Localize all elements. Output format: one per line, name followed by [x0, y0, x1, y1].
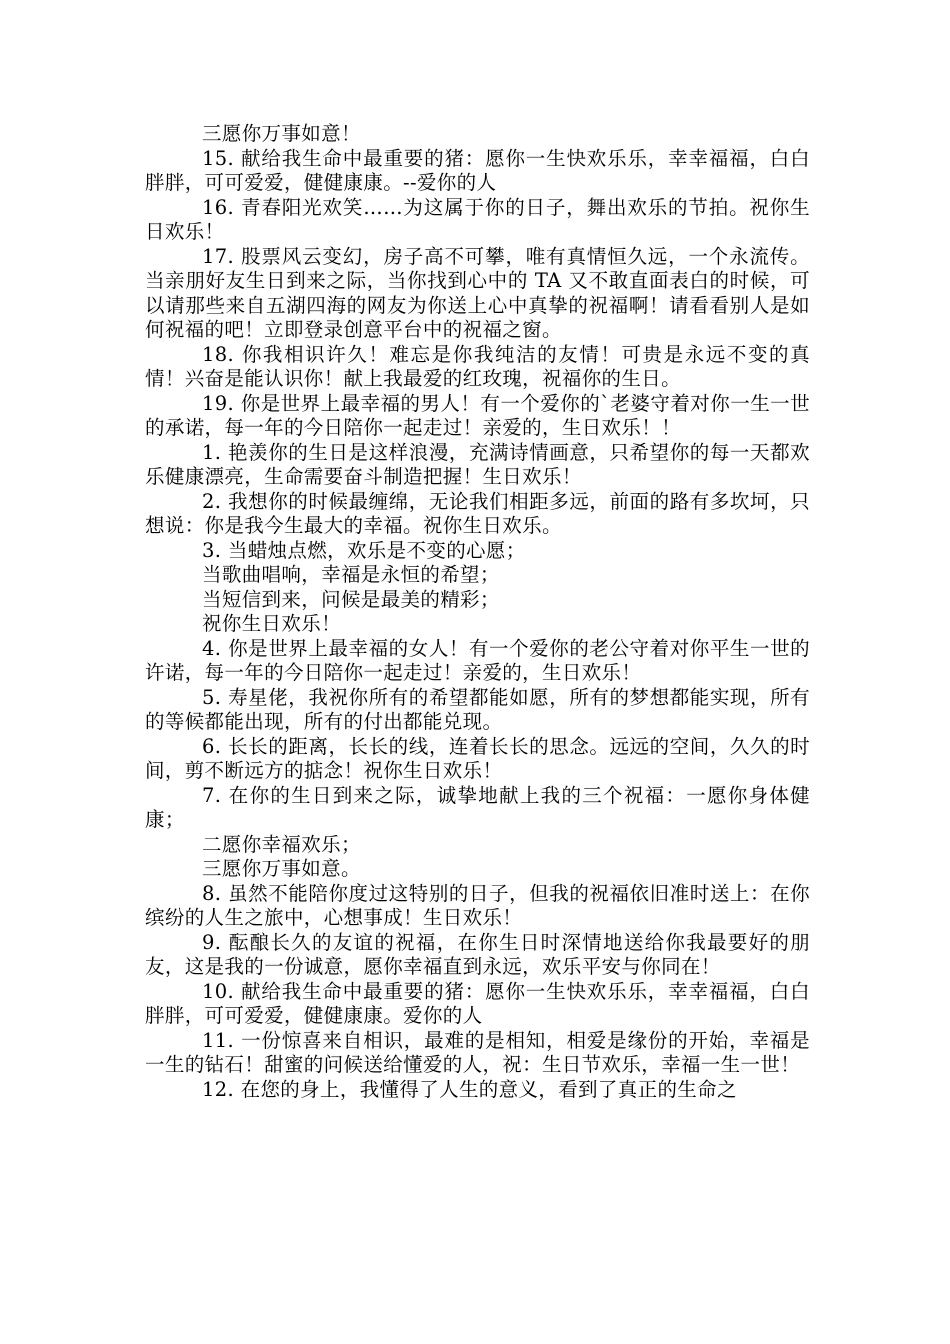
paragraph: 1. 艳羡你的生日是这样浪漫，充满诗情画意，只希望你的每一天都欢乐健康漂亮，生命需要奋斗制造把握！生日欢乐！ — [145, 440, 810, 488]
paragraph: 19. 你是世界上最幸福的男人！有一个爱你的`老婆守着对你一生一世的承诺，每一年的今日陪你一起走过！亲爱的，生日欢乐！！ — [145, 391, 810, 439]
paragraph: 当歌曲唱响，幸福是永恒的希望； — [202, 563, 500, 586]
paragraph: 6. 长长的距离，长长的线，连着长长的思念。远远的空间，久久的时间，剪不断远方的掂念！祝你生日欢乐！ — [145, 734, 810, 782]
paragraph: 17. 股票风云变幻，房子高不可攀，唯有真情恒久远，一个永流传。当亲朋好友生日到来之际，当你找到心中的 TA 又不敢直面表白的时候，可以请那些来自五湖四海的网友为你送上心中真挚的祝福啊！请看看别人是如何祝福的吧！立即登录创意平台中的祝福之窗。 — [145, 244, 810, 341]
paragraph: 祝你生日欢乐！ — [202, 612, 341, 635]
paragraph: 三愿你万事如意！ — [202, 122, 361, 145]
paragraph: 4. 你是世界上最幸福的女人！有一个爱你的老公守着对你平生一世的许诺，每一年的今日陪你一起走过！亲爱的，生日欢乐！ — [145, 636, 810, 684]
paragraph: 15. 献给我生命中最重要的猪：愿你一生快欢乐乐，幸幸福福，白白胖胖，可可爱爱，健健康康。--爱你的人 — [145, 146, 810, 194]
paragraph: 12. 在您的身上，我懂得了人生的意义，看到了真正的生命之 — [202, 1077, 737, 1101]
paragraph: 2. 我想你的时候最缠绵，无论我们相距多远，前面的路有多坎坷，只想说：你是我今生最大的幸福。祝你生日欢乐。 — [145, 489, 810, 537]
paragraph: 10. 献给我生命中最重要的猪：愿你一生快欢乐乐，幸幸福福，白白胖胖，可可爱爱，健健康康。爱你的人 — [145, 979, 810, 1027]
paragraph: 二愿你幸福欢乐； — [202, 832, 361, 856]
paragraph: 7. 在你的生日到来之际，诚挚地献上我的三个祝福：一愿你身体健康； — [145, 783, 810, 831]
paragraph: 三愿你万事如意。 — [202, 857, 361, 880]
paragraph: 5. 寿星佬，我祝你所有的希望都能如愿，所有的梦想都能实现，所有的等候都能出现，所有的付出都能兑现。 — [145, 685, 810, 733]
paragraph: 11. 一份惊喜来自相识，最难的是相知，相爱是缘份的开始，幸福是一生的钻石！甜蜜的问候送给懂爱的人，祝：生日节欢乐，幸福一生一世！ — [145, 1028, 810, 1076]
paragraph: 3. 当蜡烛点燃，欢乐是不变的心愿； — [202, 538, 526, 562]
paragraph: 18. 你我相识许久！难忘是你我纯洁的友情！可贵是永远不变的真情！兴奋是能认识你！献上我最爱的红玫瑰，祝福你的生日。 — [145, 342, 810, 390]
paragraph: 当短信到来，问候是最美的精彩； — [202, 587, 500, 611]
paragraph: 8. 虽然不能陪你度过这特别的日子，但我的祝福依旧准时送上：在你缤纷的人生之旅中，心想事成！生日欢乐！ — [145, 881, 810, 929]
paragraph: 16. 青春阳光欢笑……为这属于你的日子，舞出欢乐的节拍。祝你生日欢乐！ — [145, 195, 810, 243]
paragraph: 9. 酝酿长久的友谊的祝福，在你生日时深情地送给你我最要好的朋友，这是我的一份诚意，愿你幸福直到永远，欢乐平安与你同在！ — [145, 930, 810, 978]
document-body — [145, 122, 810, 1102]
